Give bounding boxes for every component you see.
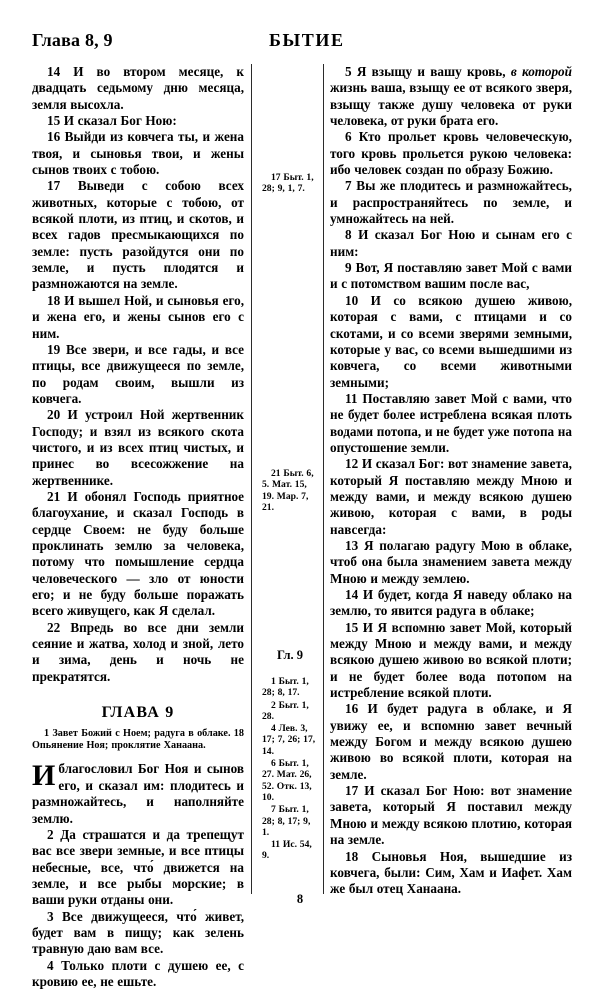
verse-number: 14 — [345, 587, 359, 602]
verse-paragraph — [32, 293, 244, 342]
verse-text: Вот, Я поставляю завет Мой с вами и с потомством вашим после вас, — [330, 260, 572, 292]
verse-text: Все движущееся, что́ живет, будет вам в пищу; как зелень травную даю вам все. — [32, 908, 244, 957]
verse-paragraph — [32, 178, 244, 292]
running-head — [32, 30, 568, 56]
verse-paragraph — [330, 227, 572, 260]
verse-number: 3 — [47, 908, 54, 924]
verse-text: И сказал Бог Ною: — [63, 113, 177, 129]
verse-text: Сыновья Ноя, вышедшие из ковчега, были: Сим, Хам и Иафет. Хам же был отец Ханаана. — [330, 848, 572, 897]
verse-paragraph — [330, 260, 572, 293]
verse-number: 15 — [345, 619, 359, 635]
verse-number: 7 — [345, 178, 352, 194]
cross-reference-item: 2 Быт. 1, 28. — [262, 699, 309, 722]
verse-text: И устроил Ной жертвенник Господу; и взял из всякого скота чистого, и из всех птиц чистых, и принес во всесожжение на жертвеннике. — [32, 407, 244, 488]
verse-paragraph — [330, 391, 572, 456]
page-number: 8 — [296, 892, 304, 906]
text-column-left — [32, 64, 244, 990]
verse-number: 21 — [47, 488, 61, 504]
verse-text: Впредь во все дни земли сеяние и жатва, холод и зной, лето и зима, день и ночь не прекратятся. — [32, 619, 244, 684]
cross-reference-chapter-marker: Гл. 9 — [276, 648, 304, 662]
verse-text-italic: в которой — [510, 64, 572, 79]
verse-paragraph — [330, 456, 572, 538]
verse-number: 4 — [47, 957, 54, 973]
verse-text: И со всякою душею живою, которая с вами, с птицами и со скотами, и со всеми зверями земными, которые у вас, со всеми вышедшими из ковчега, со всеми животными земными; — [330, 292, 572, 390]
verse-number: 16 — [47, 129, 61, 145]
verse-text: Выйди из ковчега ты, и жена твоя, и сыновья твои, и жены сынов твоих с тобою. — [32, 129, 244, 178]
verse-text: Кто прольет кровь человеческую, того кровь прольется рукою человека: ибо человек создан по образу Божию. — [330, 129, 572, 178]
verse-text: И вышел Ной, и сыновья его, и жена его, и жены сынов его с ним. — [32, 292, 244, 341]
verse-paragraph — [32, 489, 244, 620]
verse-number: 9 — [345, 260, 352, 276]
cross-reference-item: 6 Быт. 1, 27. Мат. 26, 52. Отк. 13, 10. — [262, 758, 312, 803]
verse-paragraph — [32, 620, 244, 685]
verse-paragraph — [330, 620, 572, 702]
drop-cap: И — [32, 759, 56, 793]
verse-paragraph — [330, 538, 572, 587]
verse-number: 2 — [47, 826, 54, 842]
verse-text: Выведи с собою всех животных, которые с тобою, от всякой плоти, из птиц, и скотов, и всех гадов пресмыкающихся по земле: пусть разойдутся они по земле, и пусть плодятся и размножаются на земле. — [32, 178, 244, 292]
verse-number: 6 — [345, 129, 352, 145]
verse-number: 19 — [47, 341, 61, 357]
verse-text: Я взыщу и вашу кровь, — [356, 64, 511, 79]
verse-paragraph — [32, 64, 244, 113]
verse-paragraph — [330, 783, 572, 848]
verse-paragraph — [330, 178, 572, 227]
page-body — [32, 64, 572, 989]
verse-paragraph — [330, 587, 572, 620]
verse-number: 12 — [345, 456, 359, 472]
verse-text: Я полагаю радугу Мою в облаке, чтоб она была знамением завета между Мною и между землею. — [330, 537, 572, 586]
cross-reference-block — [262, 468, 318, 514]
cross-reference-item: 17 Быт. 1, 28; 9, 1, 7. — [262, 172, 314, 195]
verse-number: 20 — [47, 407, 61, 423]
verse-text: И Я вспомню завет Мой, который между Мною и между вами, и между всякою душею живою во всякой плоти; и не будет более вода потопом на истребление всякой плоти. — [330, 619, 572, 701]
verse-text: благословил Бог Ноя и сынов его, и сказал им: плодитесь и размножайтесь, и наполняйте землю. — [32, 761, 244, 826]
verse-paragraph — [32, 958, 244, 990]
verse-number: 18 — [345, 848, 359, 864]
verse-paragraph — [32, 407, 244, 489]
verse-text: И во втором месяце, к двадцать седьмому дню месяца, земля высохла. — [32, 64, 244, 112]
chapter-heading: ГЛАВА 9 — [101, 704, 175, 722]
verse-paragraph — [330, 849, 572, 898]
verse-number: 13 — [345, 537, 359, 553]
verse-number: 10 — [345, 292, 359, 308]
verse-paragraph — [32, 342, 244, 407]
cross-reference-item: 1 Быт. 1, 28; 8, 17. — [262, 676, 309, 699]
verse-paragraph — [32, 113, 244, 129]
verse-text: И обонял Господь приятное благоухание, и сказал Господь в сердце Своем: не буду больше проклинать землю за человека, потому что помышление сердца человеческого — зло от юности его; и не буду больше поражать всего живущего, как Я сделал. — [32, 488, 244, 619]
cross-reference-gutter — [256, 64, 320, 894]
verse-number: 11 — [345, 390, 358, 406]
verse-text: И сказал Бог Ною: вот знамение завета, который Я поставил между Мною и между всякою плотию, которая на земле. — [330, 783, 572, 848]
verse-text: Вы же плодитесь и размножайтесь, и распространяйтесь по земле, и умножайтесь на ней. — [330, 178, 572, 227]
verse-text: И сказал Бог: вот знамение завета, который Я поставляю между Мною и между вами, и между всякою душею живою, которая с вами, в роды навсегда: — [330, 456, 572, 537]
verse-text: Да страшатся и да трепещут вас все звери земные, и все птицы небесные, все, что́ движется на земле, и все рыбы морские; в ваши руки отданы они. — [32, 826, 244, 908]
verse-text: И будет радуга в облаке, и Я увижу ее, и вспомню завет вечный между Богом и между всякою душею живою во всякой плоти, которая на земле. — [330, 701, 572, 782]
running-head-book-title: БЫТИЕ — [269, 30, 345, 50]
running-head-chapter-label: Глава 8, 9 — [32, 30, 113, 50]
cross-reference-item: 11 Ис. 54, 9. — [262, 839, 312, 862]
chapter-summary: 1 Завет Божий с Ноем; радуга в облаке. 18 Опьянение Ноя; проклятие Ханаана. — [32, 728, 244, 752]
verse-text: Только плоти с душею ее, с кровию ее, не ешьте. — [32, 957, 244, 989]
verse-number: 18 — [47, 292, 61, 308]
verse-paragraph — [330, 701, 572, 783]
verse-text: жизнь ваша, взыщу ее от всякого зверя, взыщу также душу человека от руки человека, от руки брата его. — [330, 80, 572, 129]
cross-reference-item: 7 Быт. 1, 28; 8, 17; 9, 1. — [262, 804, 311, 838]
cross-reference-block — [262, 676, 318, 863]
cross-reference-block — [262, 172, 318, 196]
verse-text: И сказал Бог Ною и сынам его с ним: — [330, 227, 572, 259]
column-rule-right — [323, 64, 324, 894]
verse-number: 17 — [47, 178, 61, 194]
verse-paragraph — [330, 293, 572, 391]
verse-number: 8 — [345, 227, 352, 243]
verse-paragraph — [330, 129, 572, 178]
verse-number: 14 — [47, 64, 61, 79]
verse-text: И будет, когда Я наведу облако на землю, то явится радуга в облаке; — [330, 587, 572, 619]
verse-text: Все звери, и все гады, и все птицы, все движущееся по земле, по родам своим, вышли из ковчега. — [32, 341, 244, 406]
cross-reference-item: 4 Лев. 3, 17; 7, 26; 17, 14. — [262, 723, 316, 757]
verse-paragraph — [330, 64, 572, 129]
verse-number: 5 — [345, 64, 352, 79]
verse-number: 16 — [345, 701, 359, 717]
verse-paragraph — [32, 909, 244, 958]
text-column-right — [330, 64, 572, 898]
column-rule-left — [251, 64, 252, 894]
verse-text: Поставляю завет Мой с вами, что не будет более истреблена всякая плоть водами потопа, и не будет уже потопа на опустошение земли. — [330, 390, 572, 455]
verse-number: 17 — [345, 783, 359, 799]
verse-paragraph — [32, 129, 244, 178]
chapter-opening-verse — [32, 761, 244, 826]
cross-reference-item: 21 Быт. 6, 5. Мат. 15, 19. Мар. 7, 21. — [262, 468, 314, 513]
verse-number: 15 — [47, 113, 61, 129]
verse-number: 22 — [47, 619, 61, 635]
